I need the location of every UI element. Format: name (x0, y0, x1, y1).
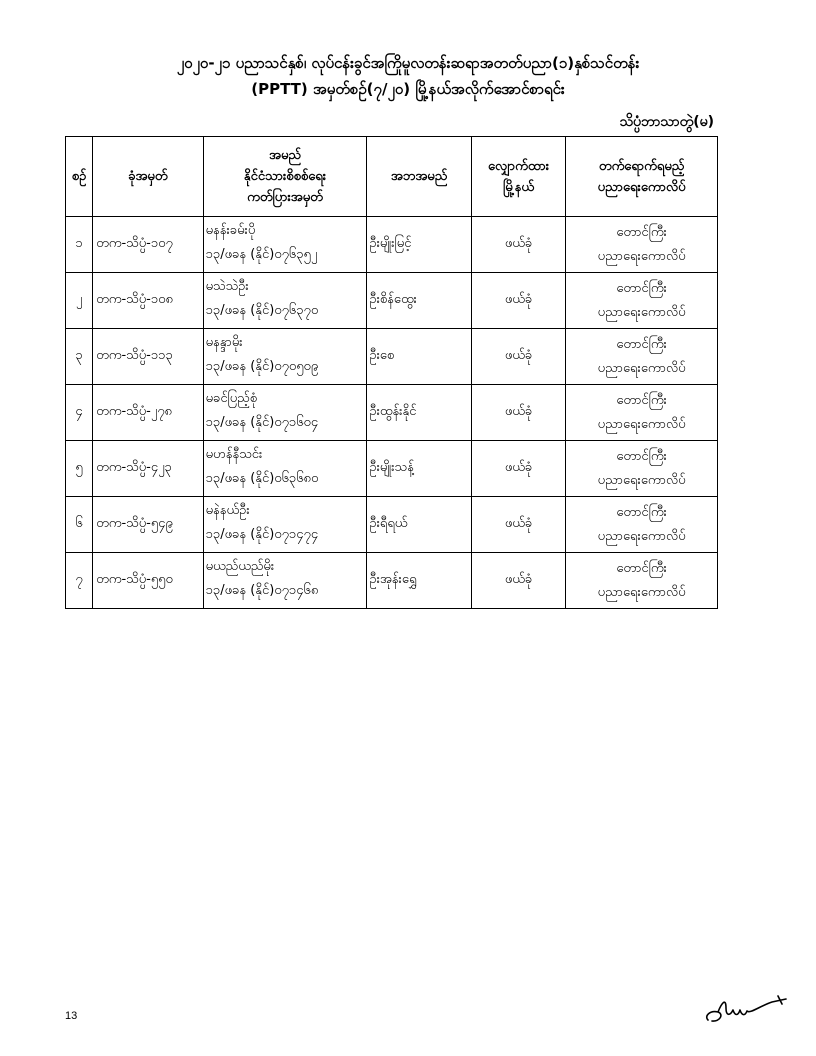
nrc-number: ၁၃/ဖခန (နိုင်)၀၇၁၄၇၄ (205, 527, 319, 542)
document-title: ၂၀၂၀-၂၁ ပညာသင်နှစ်၊ လုပ်ငန်းခွင်အကြိုမူလတန်းဆရာအတတ်ပညာ(၁)နှစ်သင်တန်း (176, 54, 640, 72)
serial-no-cell: ၃ (66, 329, 93, 385)
student-name: မခင်ပြည့်စုံ (205, 391, 258, 406)
nrc-number: ၁၃/ဖခန (နိုင်)၀၇၁၆၀၄ (205, 415, 319, 430)
father-name-cell: ဦးစိန်ထွေး (367, 273, 471, 329)
college-line1: တောင်ကြီး (616, 448, 667, 464)
college-cell (566, 441, 718, 497)
college-cell (566, 329, 718, 385)
serial-no-cell: ၆ (66, 497, 93, 553)
header-roll-number: ခုံအမှတ် (93, 137, 204, 217)
table-row (66, 273, 718, 329)
student-name: မသဲသဲဦး (205, 279, 249, 294)
table-header-row (66, 137, 718, 217)
township-cell: ဖယ်ခုံ (471, 385, 565, 441)
serial-no-cell: ၁ (66, 217, 93, 273)
header-name-line2: နိုင်ငံသားစိစစ်ရေး (243, 169, 327, 184)
father-name-cell: ဦးရီရယ် (367, 497, 471, 553)
nrc-number: ၁၃/ဖခန (နိုင်)၀၇၆၃၅၂ (205, 247, 318, 262)
header-name-line1: အမည် (269, 148, 301, 163)
header-name-nrc (203, 137, 367, 217)
header-name-line3: ကတ်ပြားအမှတ် (247, 190, 323, 205)
college-cell (566, 497, 718, 553)
student-name: မနန်းခမ်းပို (205, 223, 256, 238)
college-cell (566, 273, 718, 329)
college-line1: တောင်ကြီး (616, 224, 667, 240)
page-number: 13 (65, 1010, 78, 1022)
township-cell: ဖယ်ခုံ (471, 273, 565, 329)
table-row (66, 497, 718, 553)
nrc-number: ၁၃/ဖခန (နိုင်)၀၇၁၄၆၈ (205, 583, 319, 598)
results-table (65, 136, 718, 609)
roll-number-cell: တက-သိပ္ပံ-၁၀၈ (93, 273, 204, 329)
father-name-cell: ဦးထွန်းနိုင် (367, 385, 471, 441)
roll-number-cell: တက-သိပ္ပံ-၂၇၈ (93, 385, 204, 441)
township-cell: ဖယ်ခုံ (471, 217, 565, 273)
college-line1: တောင်ကြီး (616, 336, 667, 352)
student-name: မယည်ယည်မိုး (205, 559, 275, 574)
name-nrc-cell (203, 553, 367, 609)
student-name: မနဲနယ်ဦး (205, 503, 250, 518)
roll-number-cell: တက-သိပ္ပံ-၅၄၉ (93, 497, 204, 553)
college-line2: ပညာရေးကောလိပ် (597, 304, 686, 320)
subject-combination-label: သိပ္ပံဘာသာတွဲ(မ) (619, 114, 714, 130)
nrc-number: ၁၃/ဖခန (နိုင်)၀၇၆၃၇၀ (205, 303, 319, 318)
college-line2: ပညာရေးကောလိပ် (597, 248, 686, 264)
father-name-cell: ဦးစေ (367, 329, 471, 385)
serial-no-cell: ၂ (66, 273, 93, 329)
college-line2: ပညာရေးကောလိပ် (597, 584, 686, 600)
name-nrc-cell (203, 329, 367, 385)
table-row (66, 329, 718, 385)
serial-no-cell: ၅ (66, 441, 93, 497)
college-line1: တောင်ကြီး (616, 392, 667, 408)
roll-number-cell: တက-သိပ္ပံ-၁၀၇ (93, 217, 204, 273)
header-township-line2: မြို့နယ် (503, 179, 535, 195)
name-nrc-cell (203, 441, 367, 497)
college-line2: ပညာရေးကောလိပ် (597, 528, 686, 544)
header-township (471, 137, 565, 217)
serial-no-cell: ၄ (66, 385, 93, 441)
father-name-cell: ဦးအုန်းရွှေ (367, 553, 471, 609)
header-college-line1: တက်ရောက်ရမည့် (598, 158, 685, 174)
header-college-line2: ပညာရေးကောလိပ် (597, 179, 686, 195)
name-nrc-cell (203, 217, 367, 273)
college-cell (566, 553, 718, 609)
header-township-line1: လျှောက်ထား (487, 158, 550, 174)
table-row (66, 441, 718, 497)
college-line1: တောင်ကြီး (616, 560, 667, 576)
table-row (66, 553, 718, 609)
college-cell (566, 217, 718, 273)
college-line2: ပညာရေးကောလိပ် (597, 416, 686, 432)
college-line2: ပညာရေးကောလိပ် (597, 360, 686, 376)
college-line2: ပညာရေးကောလိပ် (597, 472, 686, 488)
name-nrc-cell (203, 385, 367, 441)
father-name-cell: ဦးမျိုးမြင့် (367, 217, 471, 273)
college-line1: တောင်ကြီး (616, 504, 667, 520)
header-college (566, 137, 718, 217)
table-row (66, 385, 718, 441)
header-serial-no: စဉ် (66, 137, 93, 217)
roll-number-cell: တက-သိပ္ပံ-၁၁၃ (93, 329, 204, 385)
college-line1: တောင်ကြီး (616, 280, 667, 296)
serial-no-cell: ၇ (66, 553, 93, 609)
table-row (66, 217, 718, 273)
roll-number-cell: တက-သိပ္ပံ-၅၅၀ (93, 553, 204, 609)
handwritten-signature (700, 990, 790, 1030)
student-name: မဟန်နီသင်း (205, 447, 263, 462)
township-cell: ဖယ်ခုံ (471, 497, 565, 553)
roll-number-cell: တက-သိပ္ပံ-၄၂၃ (93, 441, 204, 497)
document-subtitle: (PPTT) အမှတ်စဉ်(၇/၂၀) မြို့နယ်အလိုက်အောင်စာရင်း (251, 80, 565, 98)
township-cell: ဖယ်ခုံ (471, 441, 565, 497)
township-cell: ဖယ်ခုံ (471, 329, 565, 385)
name-nrc-cell (203, 497, 367, 553)
name-nrc-cell (203, 273, 367, 329)
nrc-number: ၁၃/ဖခန (နိုင်)၀၆၃၆၈၀ (205, 471, 319, 486)
header-father-name: အဘအမည် (367, 137, 471, 217)
township-cell: ဖယ်ခုံ (471, 553, 565, 609)
student-name: မနန္ဒာမိုး (205, 335, 243, 350)
college-cell (566, 385, 718, 441)
nrc-number: ၁၃/ဖခန (နိုင်)၀၇၀၅၀၉ (205, 359, 319, 374)
father-name-cell: ဦးမျိုးသန့် (367, 441, 471, 497)
